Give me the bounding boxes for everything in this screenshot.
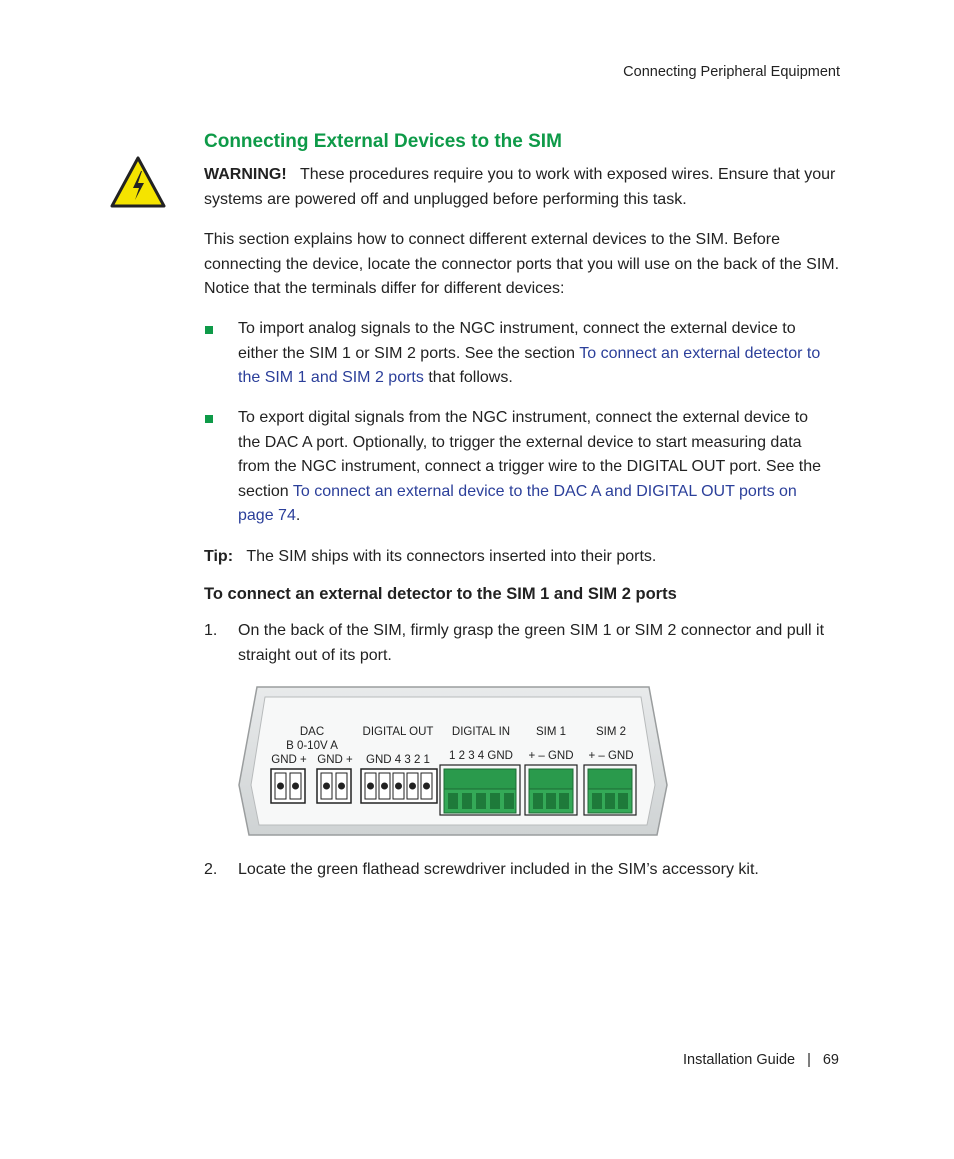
page-number: 69 <box>822 1052 839 1068</box>
digital-out-label: DIGITAL OUT <box>362 726 434 738</box>
link-sim-ports-procedure[interactable]: To connect an external detector to the SIM 1 and SIM 2 ports <box>238 344 821 386</box>
procedure-step <box>204 858 844 883</box>
tip-paragraph <box>204 545 844 570</box>
bullet-square-icon <box>205 415 213 423</box>
sim1-pins-label: + – GND <box>528 750 574 762</box>
dac-b-port <box>271 769 305 803</box>
sim1-connector <box>525 765 577 815</box>
warning-paragraph <box>204 163 844 212</box>
sim1-label: SIM 1 <box>535 726 567 738</box>
warning-label: WARNING! <box>204 166 287 183</box>
dac-a-port <box>317 769 351 803</box>
dac-label: DAC <box>299 726 325 738</box>
digital-in-label: DIGITAL IN <box>451 726 511 738</box>
step-number: 2. <box>204 861 218 878</box>
digital-in-pins-label: 1 2 3 4 GND <box>449 750 513 762</box>
step-text: Locate the green flathead screwdriver included in the SIM’s accessory kit. <box>238 861 759 878</box>
bullet-square-icon <box>205 326 213 334</box>
intro-paragraph: This section explains how to connect different external devices to the SIM. Before connecting the device, locate the connector ports that you will use on the back of the SIM. Notice that the terminals differ for different devices: <box>204 231 840 297</box>
running-head: Connecting Peripheral Equipment <box>623 64 840 80</box>
link-dac-digital-out-procedure[interactable]: To connect an external device to the DAC A and DIGITAL OUT ports on page 74 <box>238 482 797 524</box>
footer-separator: | <box>807 1052 811 1068</box>
procedure-heading: To connect an external detector to the SIM 1 and SIM 2 ports <box>204 585 677 603</box>
list-item <box>204 317 844 391</box>
bullet-text: To export digital signals from the NGC instrument, connect the external device to the DAC A port. Optionally, to trigger the external device to start measuring data from the NGC instrument, connect a trigger wire to the DIGITAL OUT port. See the section <box>238 409 822 500</box>
sim2-pins-label: + – GND <box>588 750 634 762</box>
page-footer <box>683 1052 839 1068</box>
section-title: Connecting External Devices to the SIM <box>204 131 562 152</box>
tip-label: Tip: <box>204 548 234 565</box>
step-number: 1. <box>204 622 218 639</box>
tip-text: The SIM ships with its connectors inserted into their ports. <box>246 548 657 565</box>
list-item <box>204 406 844 529</box>
bullet-text: To import analog signals to the NGC instrument, connect the external device to either the SIM 1 or SIM 2 ports. See the section <box>238 320 796 362</box>
digital-in-connector <box>440 765 520 815</box>
procedure-step <box>204 619 844 668</box>
dac-a-pins-label: GND + <box>317 754 353 766</box>
sim2-connector <box>584 765 636 815</box>
digital-out-port <box>361 769 437 803</box>
bullet-text-after: that follows. <box>423 369 513 386</box>
warning-text: These procedures require you to work with exposed wires. Ensure that your systems are powered off and unplugged before performing this task. <box>204 166 836 208</box>
bullet-text-after: . <box>295 507 301 524</box>
sim-back-panel-figure <box>237 685 669 837</box>
dac-b-pins-label: GND + <box>271 754 307 766</box>
sim2-label: SIM 2 <box>595 726 627 738</box>
digital-out-pins-label: GND 4 3 2 1 <box>366 754 430 766</box>
step-text: On the back of the SIM, firmly grasp the green SIM 1 or SIM 2 connector and pull it straight out of its port. <box>238 622 825 664</box>
electrical-warning-icon <box>109 155 167 209</box>
dac-range-label: B 0-10V A <box>286 740 338 752</box>
footer-guide-name: Installation Guide <box>683 1052 796 1068</box>
